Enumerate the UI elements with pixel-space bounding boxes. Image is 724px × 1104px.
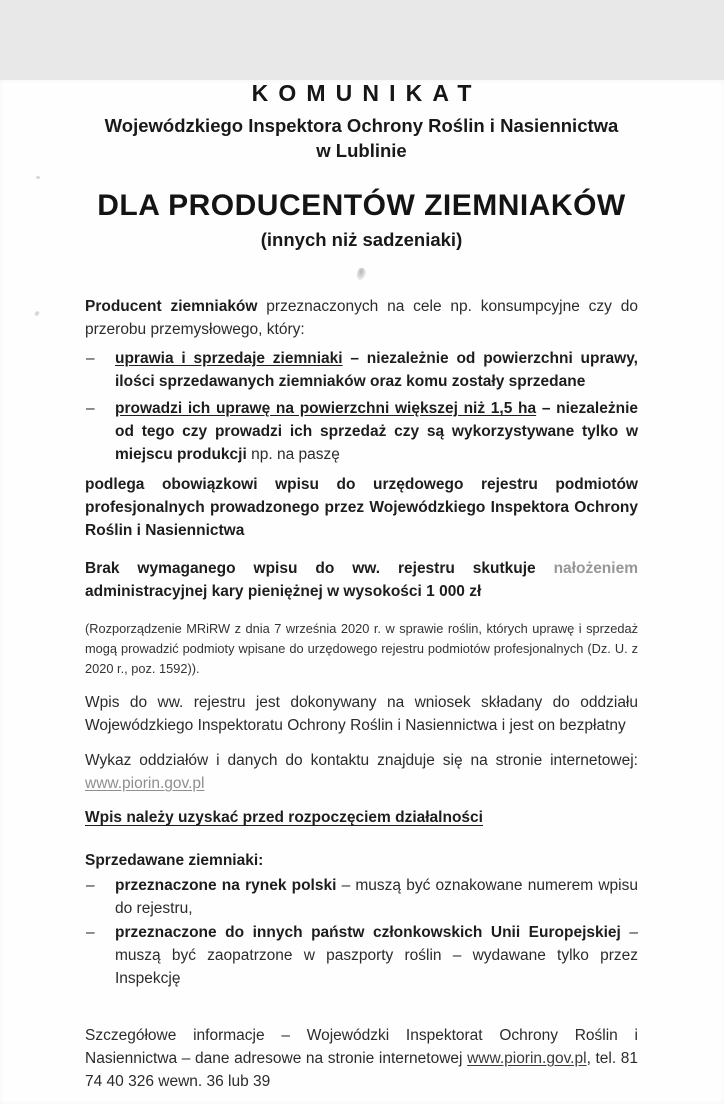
document-kicker: KOMUNIKAT [251,80,482,106]
org-name-line: Wojewódzkiego Inspektora Ochrony Roślin i Nasiennictwa [104,115,619,136]
bullet-dash: – [86,350,95,367]
text-run: – niezależnie od tego czy prowadzi ich sprzedaż czy są wykorzystywane tylko w miejscu produkcji [115,400,638,463]
piorin-website-link-footer: www.piorin.gov.pl [467,1050,587,1067]
piorin-website-link: www.piorin.gov.pl [85,775,205,792]
text-run: – muszą być zaopatrzone w paszporty roślin – wydawane tylko przez Inspekcję [115,924,638,987]
paragraph-register-before-activity: Wpis należy uzyskać przed rozpoczęciem działalności [85,809,483,826]
document-content [0,80,724,1093]
text-run-faded: nałożeniem [553,560,638,577]
conditions-list [85,347,638,466]
text-run: administracyjnej kary pieniężnej w wysokości 1 000 zł [85,583,482,600]
paragraph-footer-contact [85,1024,638,1093]
text-run: uprawia i sprzedaje ziemniaki [115,350,343,367]
text-run: np. na paszę [246,446,340,463]
paragraph-producer-intro [85,295,638,341]
text-run: Producent ziemniaków [85,298,267,315]
list-item-eu-member-states [85,921,638,990]
org-city-line: w Lublinie [316,140,407,161]
text-run: Szczegółowe informacje – Wojewódzki Inspektorat Ochrony Roślin i Nasiennictwa – dane adresowe na stronie internetowej [85,1027,638,1067]
text-run: Brak wymaganego wpisu do ww. rejestru skutkuje [85,560,554,577]
text-run: Wykaz oddziałów i danych do kontaktu znajduje się na stronie internetowej: [85,752,638,769]
text-run: prowadzi ich uprawę na powierzchni większej niż 1,5 ha [115,400,537,417]
text-run: przeznaczonych na cele np. konsumpcyjne czy do przerobu przemysłowego, który: [85,298,638,338]
scan-artifact [113,129,120,131]
paragraph-penalty [85,557,638,603]
bullet-dash: – [86,400,95,417]
text-run: przeznaczone do innych państw członkowskich Unii Europejskiej [115,924,621,941]
paragraph-branch-list [85,749,638,795]
text-run: , tel. 81 74 40 326 wewn. 36 lub 39 [85,1050,638,1090]
scanned-document-page [0,80,724,1104]
text-run: – niezależnie od powierzchni uprawy, ilości sprzedawanych ziemniaków oraz komu zostały sprzedane [115,350,638,390]
text-run: przeznaczone na rynek polski [115,877,337,894]
list-item-area-over-1-5-ha [85,397,638,466]
paragraph-application-info: Wpis do ww. rejestru jest dokonywany na wniosek składany do oddziału Wojewódzkiego Inspektoratu Ochrony Roślin i Nasiennictwa i jest on bezpłatny [85,694,638,734]
document-subtitle: (innych niż sadzeniaki) [260,229,463,250]
list-item-polish-market [85,874,638,920]
list-item-grows-and-sells [85,347,638,393]
scan-artifact [36,176,40,179]
paragraph-legal-reference: (Rozporządzenie MRiRW z dnia 7 września 2020 r. w sprawie roślin, których uprawę i sprzedaż mogą prowadzić podmioty wpisane do urzędowego rejestru podmiotów profesjonalnych (Dz. U. z 2020 r., poz. 1592)). [85,621,638,676]
bullet-dash: – [86,924,95,941]
sold-potatoes-list [85,874,638,990]
heading-sold-potatoes: Sprzedawane ziemniaki: [85,852,264,869]
paragraph-registry-obligation: podlega obowiązkowi wpisu do urzędowego rejestru podmiotów profesjonalnych prowadzonego przez Wojewódzkiego Inspektora Ochrony Roślin i Nasiennictwa [85,476,638,539]
bullet-dash: – [86,877,95,894]
text-run: – muszą być oznakowane numerem wpisu do rejestru, [115,877,638,917]
scan-smudge-artifact [356,267,368,282]
document-title: DLA PRODUCENTÓW ZIEMNIAKÓW [97,189,626,222]
